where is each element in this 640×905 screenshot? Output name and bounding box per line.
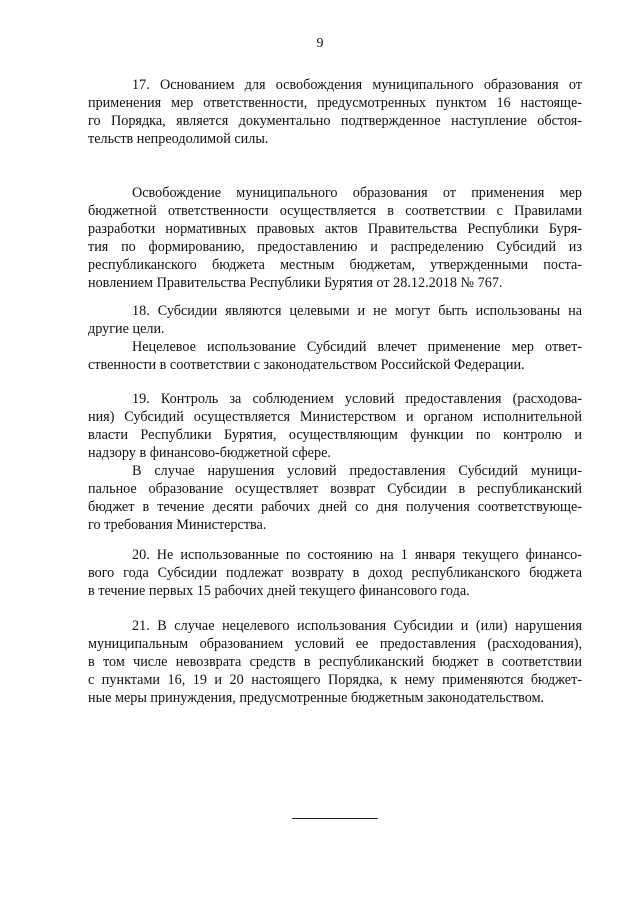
text-line: Нецелевое использование Субсидий влечет применение мер ответ- bbox=[132, 339, 582, 355]
text-line: пальное образование осуществляет возврат Субсидии в республиканский bbox=[88, 481, 582, 497]
text-line: другие цели. bbox=[88, 321, 165, 337]
text-line: применения мер ответственности, предусмотренных пунктом 16 настояще- bbox=[88, 95, 582, 111]
text-line: тельств непреодолимой силы. bbox=[88, 131, 269, 147]
text-line: 20. Не использованные по состоянию на 1 января текущего финансо- bbox=[132, 547, 582, 563]
text-line: разработки нормативных правовых актов Правительства Республики Буря- bbox=[88, 221, 582, 237]
text-line: го Порядка, является документально подтвержденное наступление обстоя- bbox=[88, 113, 582, 129]
text-line: 21. В случае нецелевого использования Субсидии и (или) нарушения bbox=[132, 618, 582, 634]
paragraph-19 bbox=[88, 390, 582, 534]
text-line: го требования Министерства. bbox=[88, 517, 267, 533]
text-line: в течение первых 15 рабочих дней текущего финансового года. bbox=[88, 583, 470, 599]
text-line: тия по формированию, предоставлению и распределению Субсидий из bbox=[88, 239, 582, 255]
text-line: 17. Основанием для освобождения муниципального образования от bbox=[132, 77, 582, 93]
paragraph-18 bbox=[88, 302, 582, 374]
text-line: 19. Контроль за соблюдением условий предоставления (расходова- bbox=[132, 391, 582, 407]
text-line: с пунктами 16, 19 и 20 настоящего Порядка, к нему применяются бюджет- bbox=[88, 672, 582, 688]
paragraph-20 bbox=[88, 546, 582, 600]
text-line: бюджетной ответственности осуществляется в соответствии с Правилами bbox=[88, 203, 582, 219]
paragraph-release bbox=[88, 184, 582, 292]
text-line: новлением Правительства Республики Бурятия от 28.12.2018 № 767. bbox=[88, 275, 503, 291]
text-line: Освобождение муниципального образования от применения мер bbox=[132, 185, 582, 201]
closing-separator-line bbox=[292, 818, 378, 819]
text-line: ные меры принуждения, предусмотренные бюджетным законодательством. bbox=[88, 690, 545, 706]
paragraph-17 bbox=[88, 76, 582, 148]
text-line: муниципальным образованием условий ее предоставления (расходования), bbox=[88, 636, 582, 652]
text-line: надзору в финансово-бюджетной сфере. bbox=[88, 445, 331, 461]
text-line: ственности в соответствии с законодательством Российской Федерации. bbox=[88, 357, 525, 373]
text-line: ния) Субсидий осуществляется Министерством и органом исполнительной bbox=[88, 409, 582, 425]
text-line: 18. Субсидии являются целевыми и не могут быть использованы на bbox=[132, 303, 582, 319]
paragraph-21 bbox=[88, 617, 582, 707]
text-line: республиканского бюджета местным бюджетам, утвержденными поста- bbox=[88, 257, 582, 273]
text-line: В случае нарушения условий предоставления Субсидий муници- bbox=[132, 463, 582, 479]
page-number: 9 bbox=[316, 36, 324, 51]
text-line: власти Республики Бурятия, осуществляющим функции по контролю и bbox=[88, 427, 582, 443]
text-line: в том числе невозврата средств в республиканский бюджет в соответствии bbox=[88, 654, 582, 670]
text-line: вого года Субсидии подлежат возврату в доход республиканского бюджета bbox=[88, 565, 582, 581]
text-line: бюджет в течение десяти рабочих дней со дня получения соответствующе- bbox=[88, 499, 582, 515]
